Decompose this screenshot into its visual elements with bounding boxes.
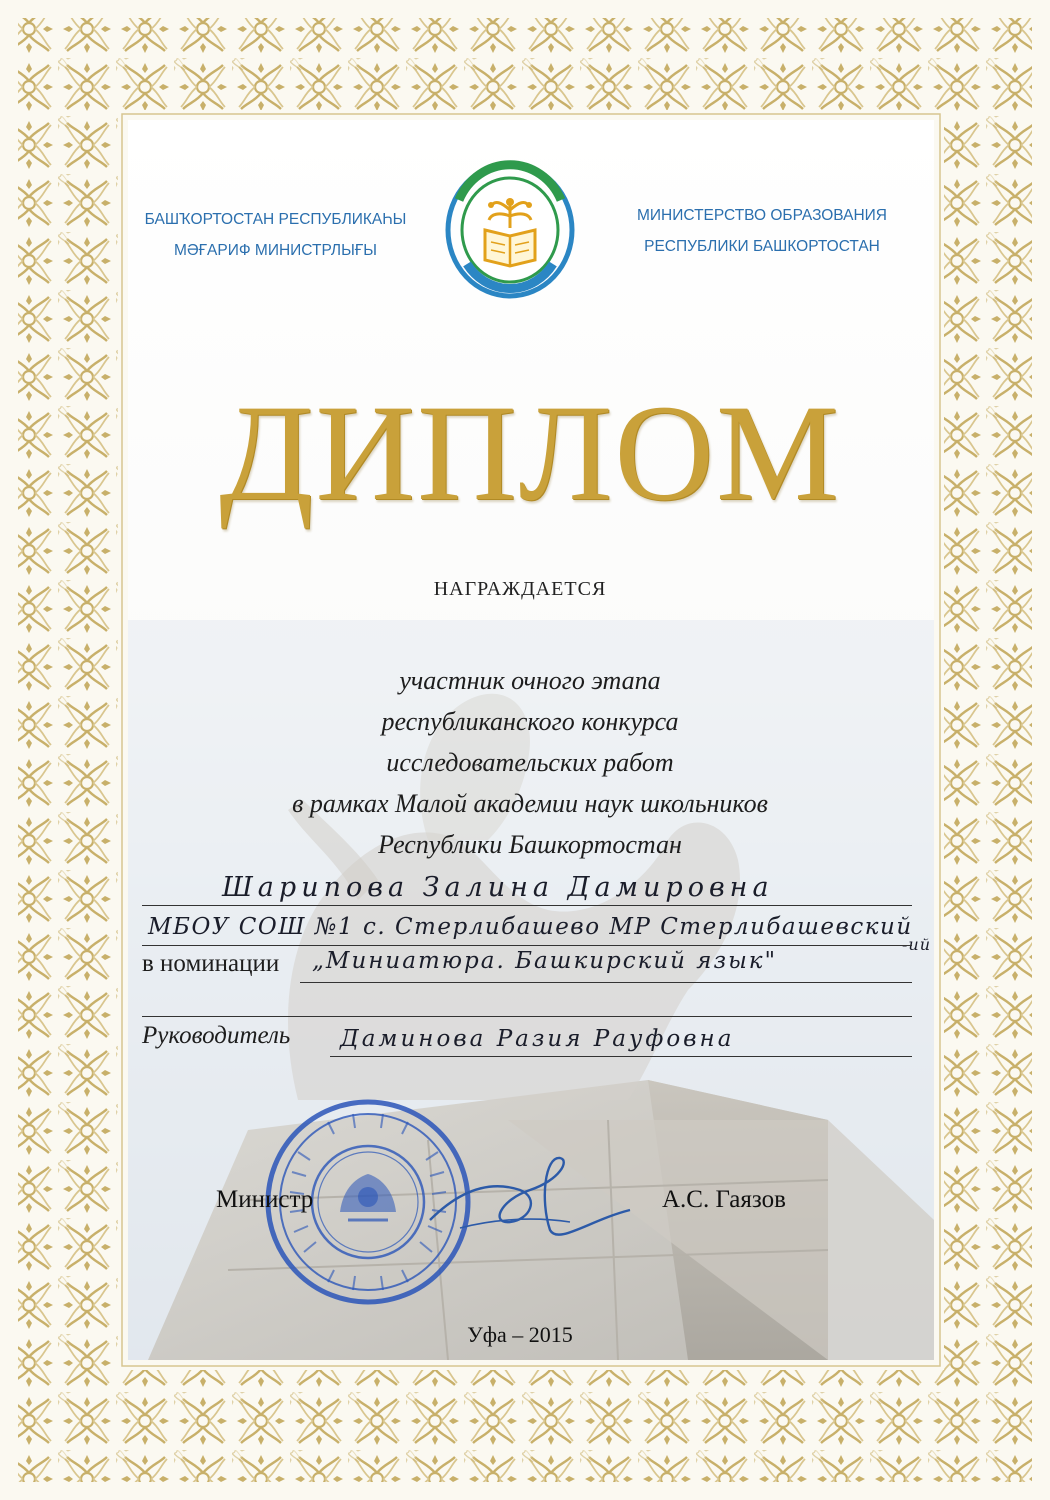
minister-label: Министр: [216, 1186, 314, 1213]
header-russian: [612, 200, 912, 262]
award-description: [150, 660, 910, 865]
place-and-year: Уфа – 2015: [467, 1322, 573, 1347]
minister-signature: [420, 1150, 640, 1250]
nomination-label: в номинации: [142, 950, 280, 977]
recipient-name-line: [142, 905, 912, 906]
recipient-school: МБОУ СОШ №1 с. Стерлибашево МР Стерлибашевский: [148, 914, 913, 940]
description-line-1: участник очного этапа: [399, 666, 661, 695]
supervisor-name: Даминова Разия Рауфовна: [340, 1026, 735, 1052]
header-right-line1: МИНИСТЕРСТВО ОБРАЗОВАНИЯ: [637, 207, 887, 224]
supervisor-line: [330, 1056, 912, 1057]
header-left-line1: БАШҠОРТОСТАН РЕСПУБЛИКАҺЫ: [144, 211, 407, 228]
minister-name: А.С. Гаязов: [662, 1186, 786, 1213]
description-line-5: Республики Башкортостан: [378, 830, 682, 859]
nomination-value: „Миниатюра. Башкирский язык": [312, 948, 778, 974]
nomination-line: [300, 982, 912, 983]
description-line-4: в рамках Малой академии наук школьников: [292, 789, 768, 818]
header-right-line2: РЕСПУБЛИКИ БАШКОРТОСТАН: [644, 238, 880, 255]
header-left-line2: МӘҒАРИФ МИНИСТРЛЫҒЫ: [174, 242, 377, 259]
header-bashkir: [128, 204, 423, 266]
diploma-title: ДИПЛОМ: [219, 376, 841, 529]
ministry-emblem-icon: [445, 160, 575, 300]
description-line-3: исследовательских работ: [386, 748, 674, 777]
blank-line: [142, 1016, 912, 1017]
recipient-school-suffix: -ий: [902, 935, 932, 954]
supervisor-label: Руководитель: [142, 1022, 291, 1049]
recipient-school-line: [142, 945, 912, 946]
description-line-2: республиканского конкурса: [381, 707, 679, 736]
recipient-name: Шарипова Залина Дамировна: [222, 872, 774, 903]
awarded-heading: НАГРАЖДАЕТСЯ: [433, 578, 607, 600]
